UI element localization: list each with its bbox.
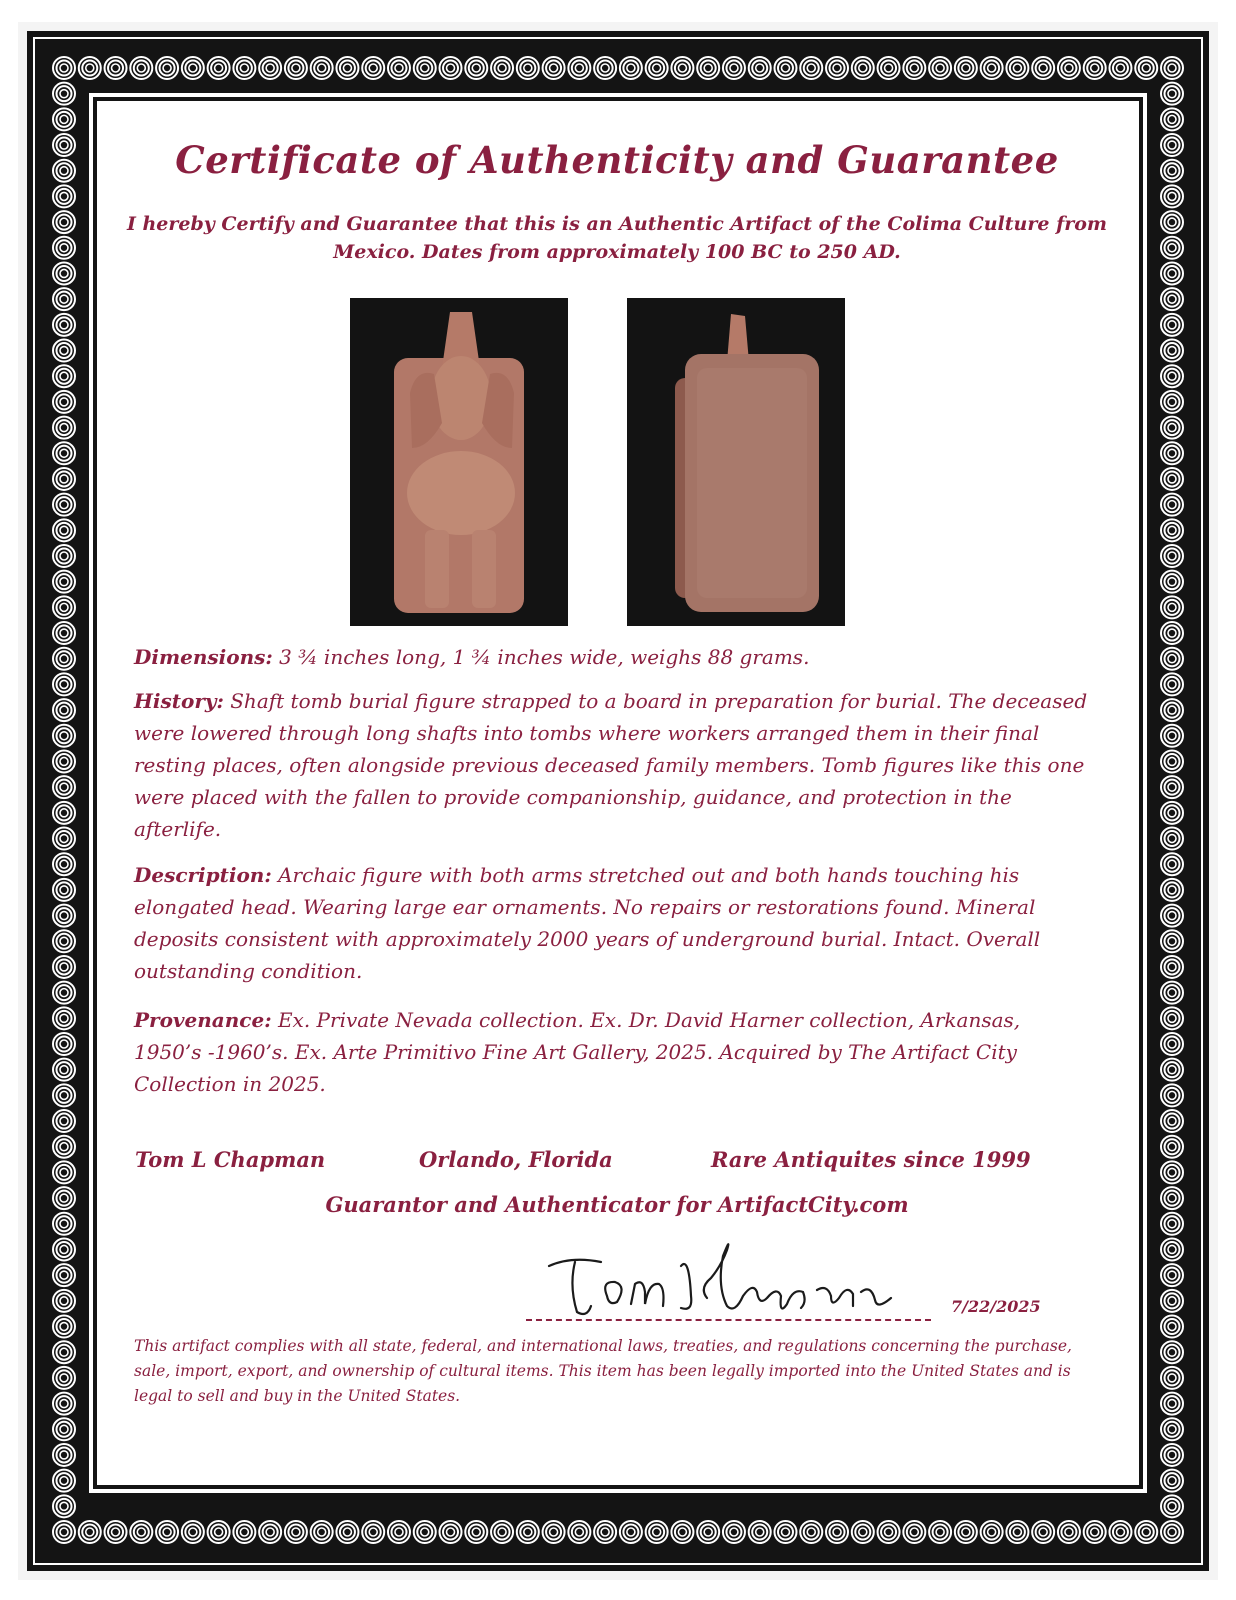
dimensions-label: Dimensions: <box>134 645 273 669</box>
signer-name: Tom L Chapman <box>135 1147 326 1172</box>
certificate-panel <box>101 104 1133 1480</box>
history-label: History: <box>134 689 224 713</box>
description-label: Description: <box>134 863 272 887</box>
provenance-section <box>134 1004 1094 1100</box>
artifact-photo-front <box>350 298 568 626</box>
legal-notice: This artifact complies with all state, federal, and international laws, treaties, and regulations concerning the purchase, sale, import, export, and ownership of cultural items. This item has been legally imported into the United States and is legal to sell and buy in the United States. <box>134 1337 1072 1405</box>
dimensions-text: 3 ¾ inches long, 1 ¾ inches wide, weighs 88 grams. <box>272 645 810 669</box>
handwritten-signature <box>531 1226 911 1326</box>
intro-statement: I hereby Certify and Guarantee that this is an Authentic Artifact of the Colima Culture from Mexico. Dates from approximately 100 BC to 250 AD. <box>126 213 1108 263</box>
guarantor-line: Guarantor and Authenticator for ArtifactCity.com <box>325 1192 909 1217</box>
description-text: Archaic figure with both arms stretched out and both hands touching his elongated head. Wearing large ear ornaments. No repairs or restorations found. Mineral deposits consistent with approximately 2000 years of underground burial. Intact. Overall outstanding condition. <box>134 863 1041 983</box>
provenance-label: Provenance: <box>134 1008 272 1032</box>
signature-date: 7/22/2025 <box>951 1297 1041 1316</box>
signer-location: Orlando, Florida <box>419 1147 613 1172</box>
provenance-text: Ex. Private Nevada collection. Ex. Dr. David Harner collection, Arkansas, 1950’s -1960’s. Ex. Arte Primitivo Fine Art Gallery, 2025. Acquired by The Artifact City Collection in 2025. <box>134 1008 1021 1096</box>
dimensions-section <box>134 641 1094 673</box>
description-section <box>134 859 1094 987</box>
artifact-photo-back <box>627 298 845 626</box>
certificate-title: Certificate of Authenticity and Guarantee <box>175 138 1059 182</box>
history-section <box>134 685 1094 845</box>
business-since: Rare Antiquites since 1999 <box>711 1147 1031 1172</box>
history-text: Shaft tomb burial figure strapped to a board in preparation for burial. The deceased were lowered through long shafts into tombs where workers arranged them in their final resting places, often alongside previous deceased family members. Tomb figures like this one were placed with the fallen to provide companionship, guidance, and protection in the afterlife. <box>134 689 1088 841</box>
signature-line <box>526 1319 931 1321</box>
